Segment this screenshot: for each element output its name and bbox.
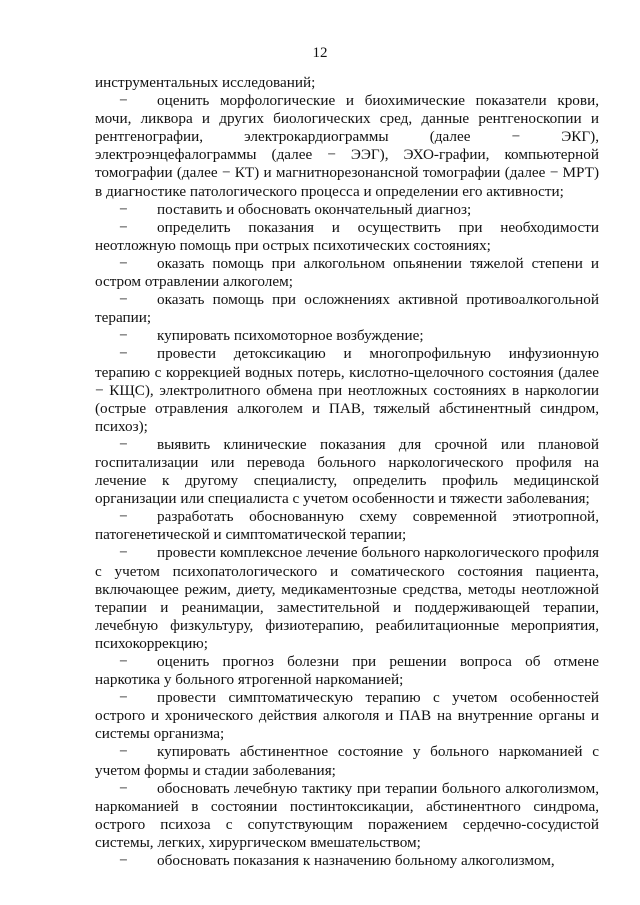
dash-marker: − [119, 435, 128, 453]
dash-marker: − [119, 508, 128, 526]
list-item: − обосновать показания к назначению больному алкоголизмом, [119, 852, 555, 870]
dash-marker: − [119, 200, 128, 218]
list-item: − провести симптоматическую терапию с учетом особенностей острого и хронического действия алкоголя и ПАВ на внутренние органы и системы организма; [95, 689, 599, 743]
dash-marker: − [119, 291, 128, 309]
dash-marker: − [119, 689, 128, 707]
dash-marker: − [119, 218, 128, 236]
dash-marker: − [119, 852, 128, 870]
dash-marker: − [119, 653, 128, 670]
list-item: − оценить прогноз болезни при решении вопроса об отмене наркотика у больного ятрогенной наркоманией; [95, 653, 599, 689]
list-item: − купировать психомоторное возбуждение; [119, 327, 424, 345]
dash-marker: − [119, 254, 128, 272]
dash-marker: − [119, 743, 128, 761]
list-item: − оценить морфологические и биохимические показатели крови, мочи, ликвора и других биологических сред, данные рентгеноскопии и рентгенографии, электрокардиограммы (далее − ЭКГ), электроэнцефалограммы (далее − ЭЭГ), ЭХО-графии, компьютерной томографии (далее − КТ) и магнитнорезонансной томографии (далее − МРТ) в диагностике патологического процесса и определении его активности; [95, 92, 599, 200]
dash-marker: − [119, 544, 128, 562]
body-text [95, 74, 599, 870]
list-item: − оказать помощь при осложнениях активной противоалкогольной терапии; [95, 291, 599, 327]
page-number: 12 [312, 45, 328, 61]
list-item: − обосновать лечебную тактику при терапии больного алкоголизмом, наркоманией в состоянии постинтоксикации, абстинентного синдрома, острого психоза с сопутствующим поражением сердечно-сосудистой системы, легких, хирургическом вмешательством; [95, 779, 599, 851]
dash-marker: − [119, 92, 128, 110]
list-item: − определить показания и осуществить при необходимости неотложную помощь при острых психотических состояниях; [95, 218, 599, 254]
list-item: − разработать обоснованную схему современной этиотропной, патогенетической и симптоматической терапии; [95, 508, 599, 544]
list-item: − провести детоксикацию и многопрофильную инфузионную терапию с коррекцией водных потерь, кислотно-щелочного состояния (далее − КЩС), электролитного обмена при неотложных состояниях в наркологии (острые отравления алкоголем и ПАВ, тяжелый абстинентный синдром, психоз); [95, 345, 599, 435]
list-item: − поставить и обосновать окончательный диагноз; [119, 200, 472, 218]
dash-marker: − [119, 345, 128, 363]
list-item: − выявить клинические показания для срочной или плановой госпитализации или перевода больного наркологического профиля на лечение к другому специалисту, определить профиль медицинской организации или специалиста с учетом особенности и тяжести заболевания; [95, 435, 599, 508]
paragraph: инструментальных исследований; [95, 74, 316, 91]
list-item: − провести комплексное лечение больного наркологического профиля с учетом психопатологического и соматического состояния пациента, включающее режим, диету, медикаментозные средства, методы неотложной терапии и реанимации, заместительной и поддерживающей терапии, лечебную физкультуру, физиотерапию, реабилитационные мероприятия, психокоррекцию; [95, 544, 599, 652]
dash-marker: − [119, 779, 128, 797]
dash-marker: − [119, 327, 128, 345]
list-item: − оказать помощь при алкогольном опьянении тяжелой степени и остром отравлении алкоголем; [95, 254, 599, 291]
list-item: − купировать абстинентное состояние у больного наркоманией с учетом формы и стадии заболевания; [95, 743, 599, 779]
